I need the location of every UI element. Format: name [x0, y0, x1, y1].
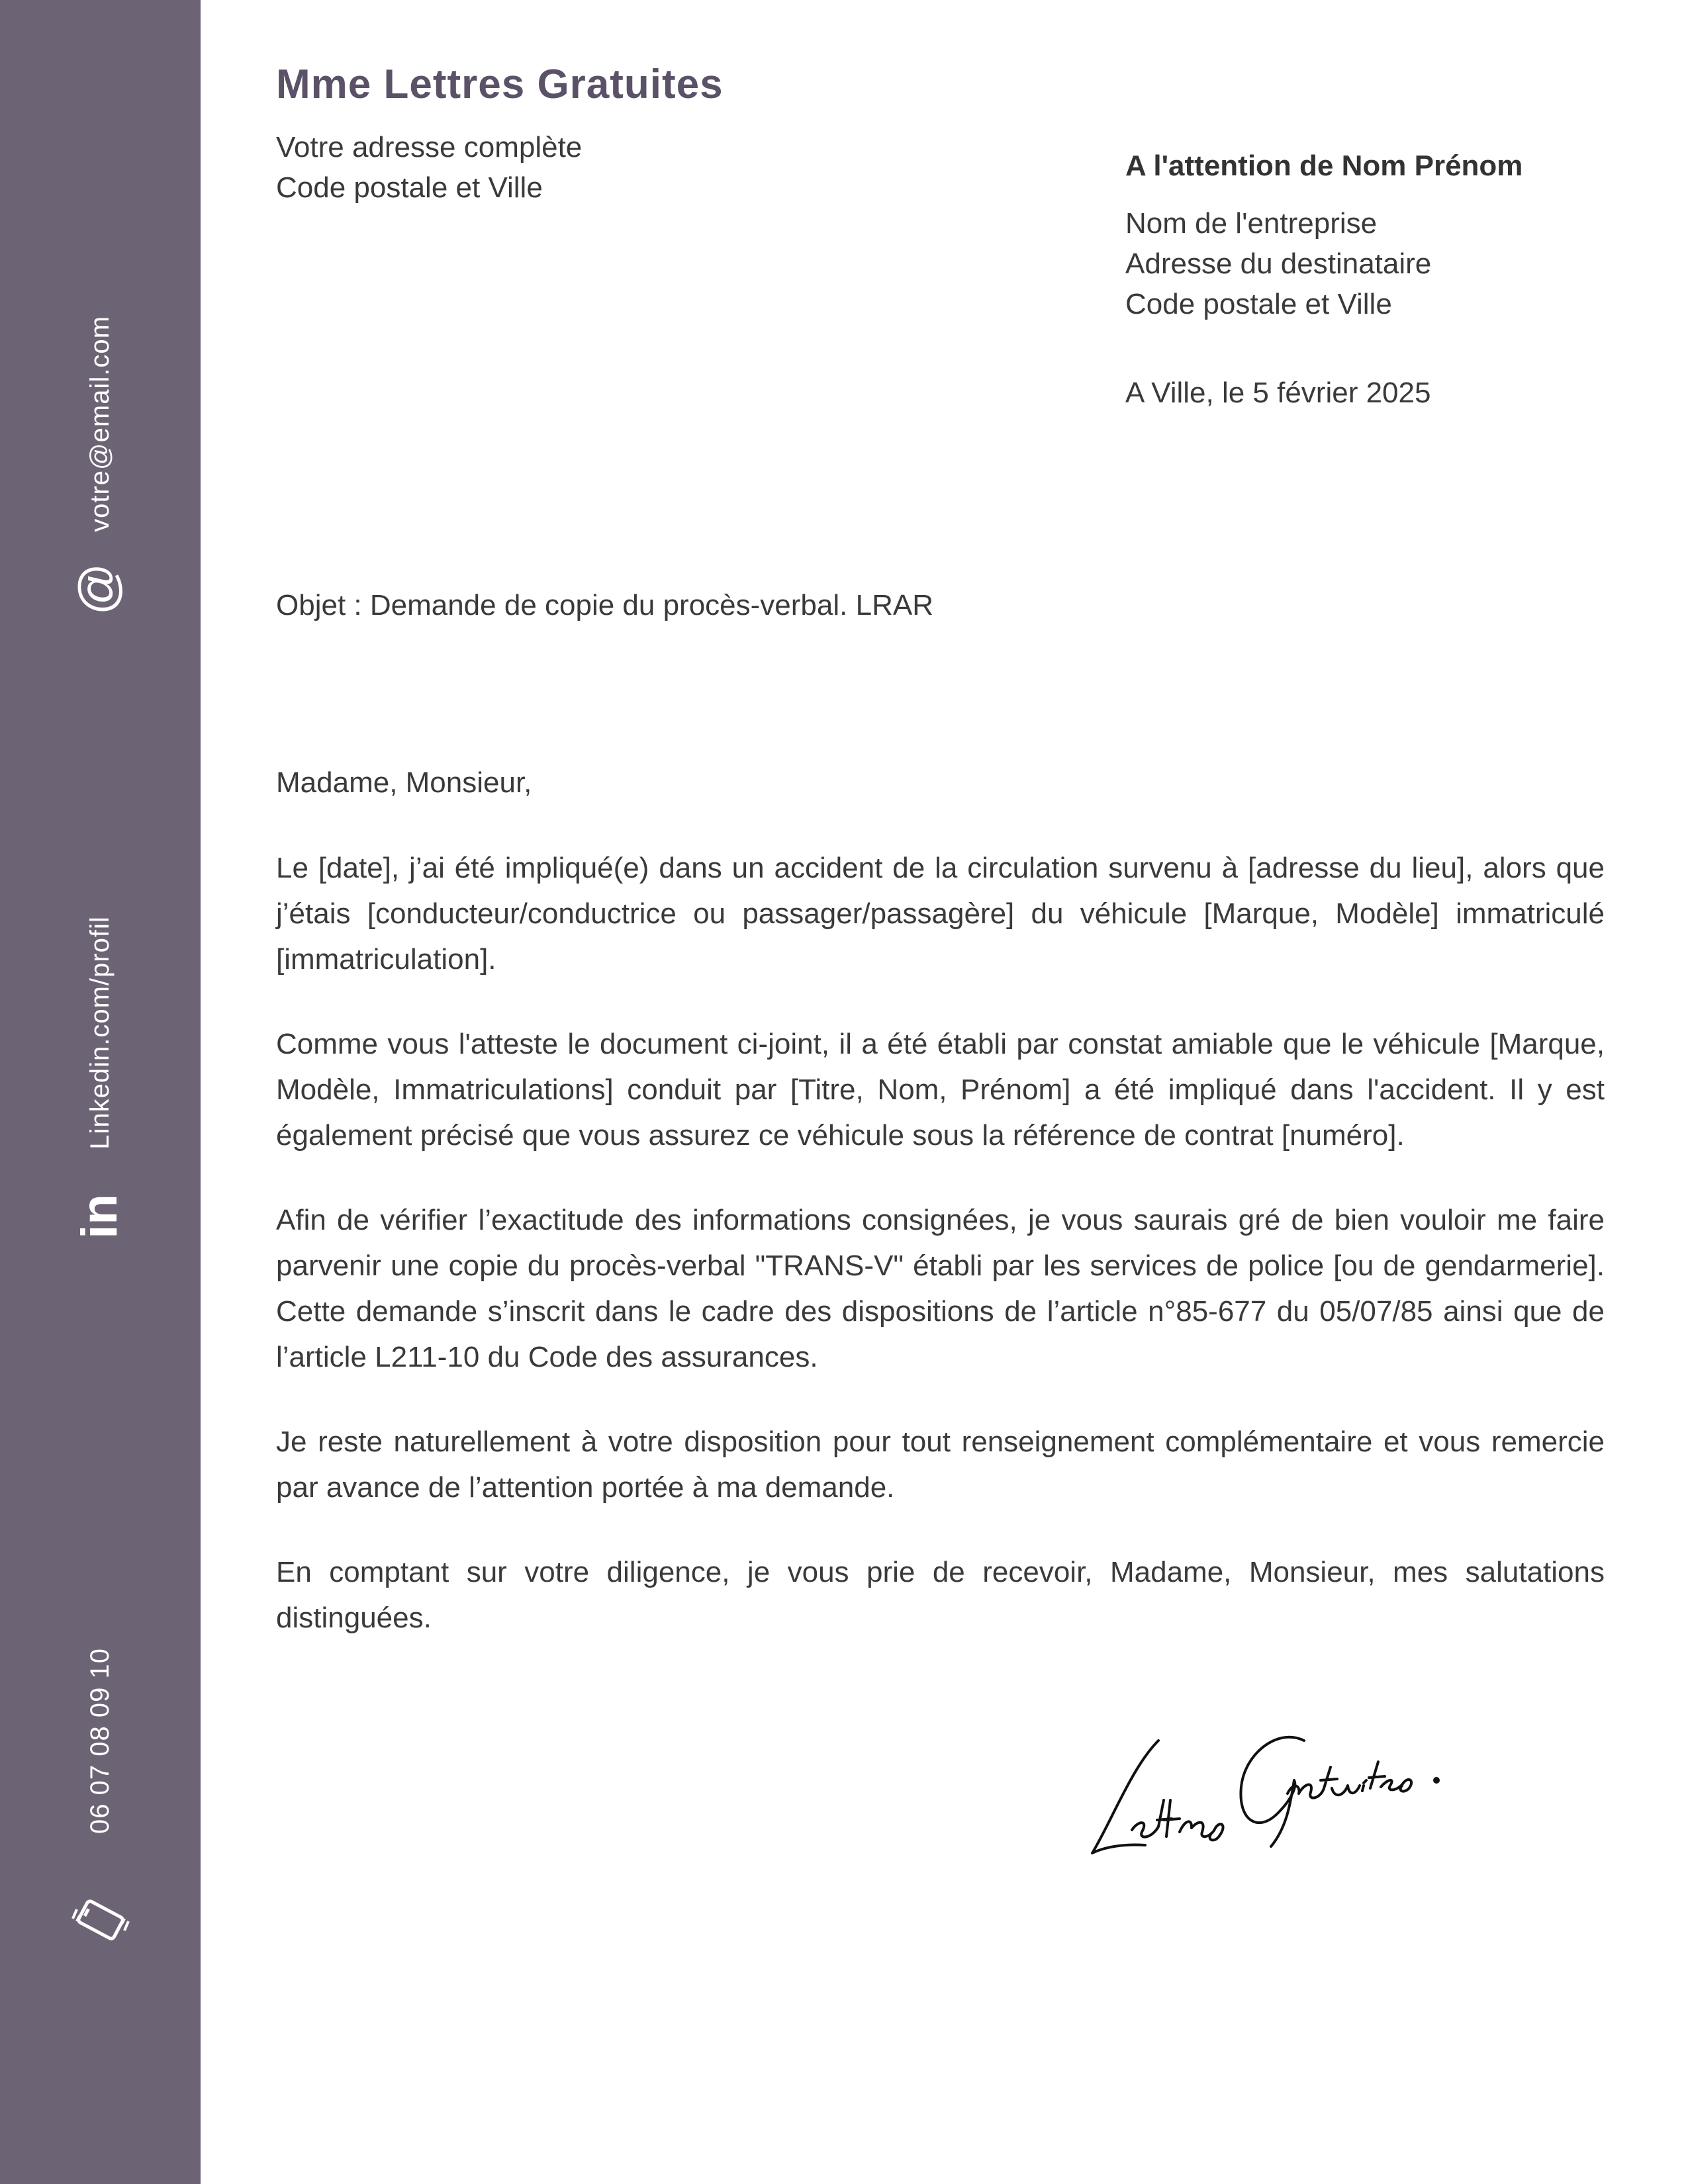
paragraph: Je reste naturellement à votre disposition pour tout renseignement complémentaire et vous remercie par avance de l’attention portée à ma demande. — [276, 1426, 1605, 1504]
paragraph: Le [date], j’ai été impliqué(e) dans un accident de la circulation survenu à [adresse du lieu], alors que j’étais [conducteur/conductrice ou passager/passagère] du véhicule [Marque, Modèle] immatriculé [immatriculation]. — [276, 852, 1605, 976]
sender-address-block — [276, 127, 582, 208]
contact-sidebar — [0, 0, 201, 2184]
at-icon — [68, 563, 127, 615]
phone-icon — [70, 1889, 131, 1950]
svg-text:@: @ — [68, 563, 126, 615]
paragraph: En comptant sur votre diligence, je vous prie de recevoir, Madame, Monsieur, mes salutations distinguées. — [276, 1556, 1605, 1634]
phone-text: 06 07 08 09 10 — [85, 1647, 115, 1834]
paragraph: Afin de vérifier l’exactitude des informations consignées, je vous saurais gré de bien vouloir me faire parvenir une copie du procès-verbal "TRANS-V" établi par les services de police [ou de gendarmerie]. Cette demande s’inscrit dans le cadre des dispositions de l’article n°85-677 du 05/07/85 ainsi que de l’article L211-10 du Code des assurances. — [276, 1204, 1605, 1373]
email-text: votre@email.com — [85, 315, 115, 532]
svg-text:in: in — [71, 1194, 128, 1239]
letter-subject: Objet : Demande de copie du procès-verbal. LRAR — [276, 589, 933, 621]
phone-item — [0, 1628, 201, 1853]
sender-city: Code postale et Ville — [276, 171, 543, 204]
recipient-attention: A l'attention de Nom Prénom — [1125, 150, 1523, 182]
recipient-city: Code postale et Ville — [1125, 288, 1392, 320]
paragraph: Comme vous l'atteste le document ci-joint, il a été établi par constat amiable que le véhicule [Marque, Modèle, Immatriculations] conduit par [Titre, Nom, Prénom] a été impliqué dans l'accident. Il y est également précisé que vous assurez ce véhicule sous la référence de contrat [numéro]. — [276, 1028, 1605, 1152]
salutation: Madame, Monsieur, — [276, 766, 532, 799]
recipient-company: Nom de l'entreprise — [1125, 207, 1378, 240]
handwritten-signature — [1086, 1714, 1476, 1873]
email-item — [0, 285, 201, 563]
linkedin-text: Linkedin.com/profil — [85, 915, 115, 1150]
linkedin-icon — [71, 1191, 128, 1242]
letter-date: A Ville, le 5 février 2025 — [1125, 377, 1431, 409]
recipient-block — [1125, 146, 1523, 413]
recipient-address: Adresse du destinataire — [1125, 248, 1432, 280]
linkedin-item — [0, 893, 201, 1171]
letter-body — [276, 760, 1605, 1680]
sender-address: Votre adresse complète — [276, 131, 583, 163]
sender-name: Mme Lettres Gratuites — [276, 62, 724, 107]
